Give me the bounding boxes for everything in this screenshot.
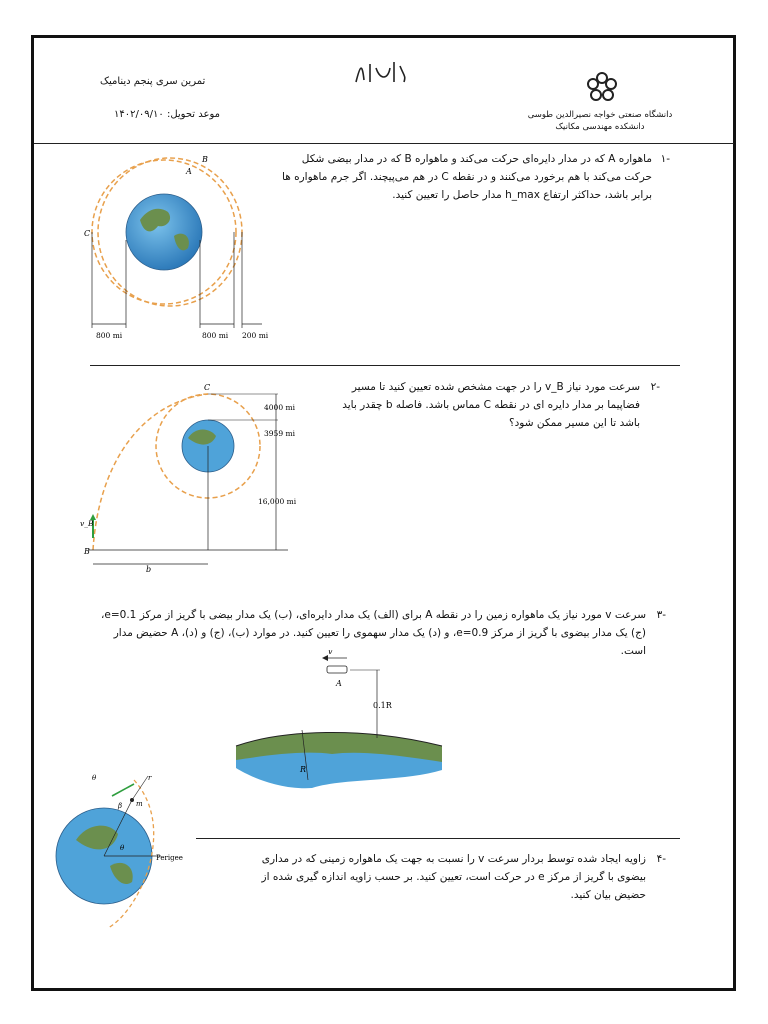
problem-2: [325, 378, 640, 432]
problem-2-number: -۲: [650, 381, 660, 393]
university-name: دانشگاه صنعتی خواجه نصیرالدین طوسی: [527, 110, 673, 120]
course-title: تمرین سری پنجم دینامیک: [100, 76, 206, 87]
divider-3: [196, 838, 680, 839]
problem-4-number: -۴: [656, 853, 666, 865]
due-date: ۱۴۰۲/۰۹/۱۰: [114, 109, 164, 120]
fig2-label-b: B: [84, 547, 90, 556]
fig1-dim-mid: 800 mi: [202, 331, 229, 340]
fig1-label-a: A: [186, 167, 192, 176]
fig2-label-vb: v_B: [80, 519, 94, 528]
fig1-dim-right: 200 mi: [242, 331, 269, 340]
fig4-label-beta: β: [118, 802, 123, 810]
fig2-label-b-dist: b: [146, 565, 152, 573]
due-label: موعد تحویل:: [166, 109, 220, 120]
problem-4: [230, 850, 646, 904]
problem-2-text: سرعت مورد نیاز v_B را در جهت مشخص شده تعیین کنید تا مسیر فضاپیما بر مدار دایره ای در نقطه C مماس باشد. فاصله b چقدر باید باشد تا این مسیر ممکن شود؟: [342, 381, 640, 429]
problem-1-number: -۱: [660, 153, 670, 165]
fig1-label-c: C: [84, 229, 91, 238]
fig4-label-theta2: θ: [120, 844, 125, 852]
fig1-label-b: B: [202, 155, 208, 164]
problem-4-text: زاویه ایجاد شده توسط بردار سرعت v را نسبت به جهت یک ماهواره زمینی که در مداری بیضوی با گریز از مرکز e در حرکت است، تعیین کنید. بر حسب زاویه اندازه گیری شده از حضیض بیان کنید.: [261, 853, 646, 901]
satellite-icon: [327, 666, 347, 673]
fig4-label-perigee: Perigee: [156, 854, 183, 862]
divider-1: [90, 365, 680, 366]
fig4-label-theta: θ: [92, 774, 97, 782]
figure-2: [78, 378, 308, 573]
fig4-label-r: r: [148, 774, 152, 782]
figure-1: [82, 150, 282, 345]
fig3-label-a: A: [336, 679, 342, 688]
fig2-label-c: C: [204, 383, 211, 392]
earth-icon: [126, 194, 202, 270]
problem-1-text: ماهواره A که در مدار دایره‌ای حرکت می‌کند و ماهواره B که در مدار بیضی شکل حرکت می‌کند با هم برخورد می‌کنند و در نقطه C در هم می‌پیچند. اگر جرم ماهواره ها برابر باشد، حداکثر ارتفاع h_max مدار حاصل را تعیین کنید.: [282, 153, 652, 201]
fig4-label-m: m: [136, 800, 143, 808]
university-logo: [585, 70, 619, 104]
problem-3-number: -۳: [656, 609, 666, 621]
fig3-label-r: R: [300, 765, 307, 774]
figure-4: [52, 770, 187, 930]
velocity-arrow-icon: [112, 784, 134, 796]
figure-3: [232, 650, 444, 825]
problem-1: [280, 150, 652, 204]
fig3-label-v: v: [328, 650, 333, 656]
fig2-dim-top: 4000 mi: [264, 403, 295, 412]
faculty-name: دانشکده مهندسی مکانیک: [555, 122, 645, 132]
problem-3-text: سرعت v مورد نیاز یک ماهواره زمین را در نقطه A برای (الف) یک مدار دایره‌ای، (ب) یک مدار بیضی با گریز از مرکز e=0.1، (ج) یک مدار بیضوی با گریز از مرکز e=0.9، و (د) یک مدار سهموی را تعیین کنید. در موارد (ب)، (ج) و (د)، A حضیض مدار است.: [101, 609, 646, 657]
due-date-line: [90, 109, 220, 120]
header-divider: [34, 143, 734, 144]
fig1-dim-left: 800 mi: [96, 331, 123, 340]
transfer-trajectory: [93, 394, 208, 550]
fig2-dim-radius: 3959 mi: [264, 429, 295, 438]
fig2-dim-bottom: 16,000 mi: [258, 497, 297, 506]
calligraphy-logo: [350, 56, 410, 90]
fig3-label-h: 0.1R: [373, 701, 392, 710]
